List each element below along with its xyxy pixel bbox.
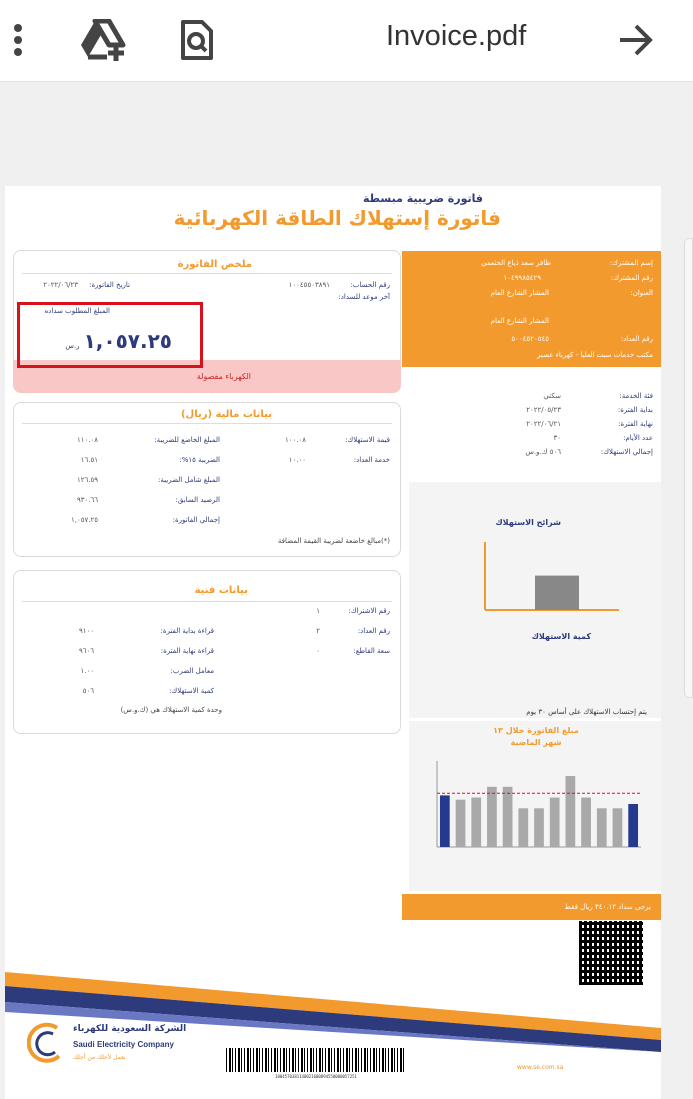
financial-value: ٩٣٠.٦٦ bbox=[76, 496, 98, 504]
company-name-ar: الشركة السعودية للكهرباء bbox=[73, 1024, 187, 1034]
tech-label: كمية الاستهلاك: bbox=[169, 687, 214, 695]
tech-note: وحدة كمية الاستهلاك هي (ك.و.س) bbox=[120, 706, 222, 714]
tech-value: ١ bbox=[316, 607, 320, 615]
financial-value: ١١٠.٠٨ bbox=[76, 436, 98, 444]
service-info bbox=[402, 386, 661, 476]
currency-label: ر.س bbox=[65, 342, 80, 350]
account-label: إسم المشترك: bbox=[609, 259, 653, 267]
financial-value: ١,٠٥٧.٢٥ bbox=[70, 516, 98, 524]
financial-note: (*)مبالغ خاضعة لضريبة القيمة المضافة bbox=[277, 537, 390, 545]
history-chart bbox=[409, 757, 661, 887]
service-label: إجمالي الاستهلاك: bbox=[600, 448, 653, 456]
history-bar bbox=[566, 776, 576, 847]
financial-title: بيانات مالية (ريال) bbox=[180, 409, 272, 420]
service-label: نهاية الفترة: bbox=[618, 420, 653, 428]
history-bar bbox=[534, 808, 544, 847]
financial-label: قيمة الاستهلاك: bbox=[345, 436, 390, 444]
search-document-icon[interactable] bbox=[178, 18, 216, 62]
financial-value: ١٠٠.٠٨ bbox=[284, 436, 306, 444]
summary-label: تاريخ الفاتورة: bbox=[89, 281, 130, 289]
account-info-panel bbox=[402, 251, 661, 367]
account-value: المشار الشارع العام bbox=[490, 317, 549, 325]
summary-label: رقم الحساب: bbox=[350, 281, 390, 289]
tech-value: ١.٠٠ bbox=[80, 667, 94, 675]
pdf-viewer-toolbar bbox=[0, 0, 693, 82]
history-bar bbox=[456, 800, 466, 847]
history-bar bbox=[628, 804, 638, 847]
financial-value: ١٦.٥١ bbox=[80, 456, 98, 464]
barcode-number: 1004570381140021600894550000057251 bbox=[275, 1074, 357, 1079]
tiers-title: شرائح الاستهلاك bbox=[495, 518, 561, 527]
more-vert-icon[interactable] bbox=[6, 20, 30, 60]
invoice-subtitle: فاتورة ضريبية مبسطة bbox=[363, 192, 483, 205]
history-bar bbox=[613, 808, 623, 847]
tech-label: رقم الاشتراك: bbox=[348, 607, 390, 615]
summary-title: ملخص الفاتورة bbox=[177, 259, 252, 270]
tech-label: معامل الضرب: bbox=[170, 667, 214, 675]
service-label: بداية الفترة: bbox=[617, 406, 653, 414]
history-bar bbox=[503, 787, 513, 847]
service-value: ٢٠٢٢/٠٥/٢٣ bbox=[526, 406, 561, 414]
invoice-title: فاتورة إستهلاك الطاقة الكهربائية bbox=[173, 206, 501, 230]
tiers-panel bbox=[409, 482, 661, 718]
barcode bbox=[226, 1048, 406, 1072]
amount-due-value: ١,٠٥٧.٢٥ bbox=[83, 329, 172, 353]
tech-label: سعة القاطع: bbox=[353, 647, 390, 655]
account-label: رقم المشترك: bbox=[610, 274, 653, 282]
tech-value: ٩١٠٠ bbox=[78, 627, 94, 635]
arrow-forward-icon[interactable] bbox=[616, 22, 656, 58]
amount-due-label: المبلغ المطلوب سداده bbox=[44, 307, 110, 315]
financial-label: خدمة العداد: bbox=[353, 456, 390, 464]
tech-label: قراءة نهاية الفترة: bbox=[160, 647, 214, 655]
local-office: مكتب خدمات سبت العليا - كهرباء عسير bbox=[536, 351, 653, 359]
summary-value: ١٠٠٤٥٥٠٣٨٩١ bbox=[288, 281, 330, 289]
summary-value: ٢٠٢٢/٠٦/٢٣ bbox=[43, 281, 78, 289]
history-bar bbox=[471, 798, 481, 847]
history-bar bbox=[518, 808, 528, 847]
account-value: ١٠٤٩٩٨٥٤٢٩ bbox=[503, 274, 541, 282]
tech-label: قراءة بداية الفترة: bbox=[160, 627, 214, 635]
service-label: فئة الخدمة: bbox=[619, 392, 653, 400]
tech-value: ٢ bbox=[316, 627, 320, 635]
financial-label: الضريبة ١٥%: bbox=[179, 456, 220, 464]
financial-label: إجمالي الفاتورة: bbox=[172, 516, 220, 524]
right-edge-scroll-indicator[interactable] bbox=[684, 238, 693, 698]
history-bar bbox=[550, 798, 560, 847]
account-value: المشار الشارع العام bbox=[490, 289, 549, 297]
account-value: ظافر سعد ذياع الحثعمي bbox=[481, 259, 551, 267]
financial-label: المبلغ الخاضع للضريبة: bbox=[154, 436, 220, 444]
status-text: الكهرباء مفصولة bbox=[196, 372, 251, 381]
history-panel bbox=[409, 721, 661, 891]
history-bar bbox=[597, 808, 607, 847]
sec-logo-icon bbox=[27, 1022, 69, 1064]
account-value: ٥٠٠٤٥٢٠٥٤٥ bbox=[511, 335, 549, 343]
summary-label: آخر موعد للسداد: bbox=[338, 293, 390, 301]
drive-add-icon[interactable] bbox=[78, 18, 128, 62]
tiers-note: يتم إحتساب الاستهلاك على أساس ٣٠ يوم bbox=[526, 708, 647, 716]
history-bar bbox=[581, 798, 591, 847]
financial-value: ١٠.٠٠ bbox=[288, 456, 306, 464]
service-value: ٣٠ bbox=[553, 434, 561, 442]
account-label: رقم العداد: bbox=[620, 335, 653, 343]
service-value: ٥٠٦ ك.و.س bbox=[525, 448, 561, 456]
tiers-bar bbox=[535, 576, 579, 610]
service-label: عدد الأيام: bbox=[623, 434, 653, 442]
tech-value: ٥٠٦ bbox=[82, 687, 94, 695]
service-value: سكني bbox=[543, 392, 561, 400]
tech-box bbox=[13, 570, 401, 734]
tiers-subtitle: كمية الاستهلاك bbox=[531, 632, 591, 641]
history-bar bbox=[440, 795, 450, 847]
financial-value: ١٢٦.٥٩ bbox=[76, 476, 98, 484]
amount-due-highlight bbox=[17, 302, 203, 368]
tech-value: ٩٦٠٦ bbox=[78, 647, 94, 655]
financial-box bbox=[13, 402, 401, 557]
financial-label: الرصيد السابق: bbox=[175, 496, 220, 504]
tech-title: بيانات فنية bbox=[194, 585, 248, 596]
history-title: مبلغ الفاتورة خلال ١٣ شهر الماضية bbox=[493, 726, 579, 747]
history-bar bbox=[487, 787, 497, 847]
tech-label: رقم العداد: bbox=[357, 627, 390, 635]
tech-value: ٠ bbox=[316, 647, 320, 655]
company-name-en: Saudi Electricity Company bbox=[73, 1040, 174, 1049]
document-title: Invoice.pdf bbox=[386, 20, 527, 52]
payment-banner bbox=[402, 894, 661, 920]
payment-banner-text: يرجى سداد ٣٤٠.١٢ ريال فقط bbox=[564, 903, 651, 911]
company-tagline: نعمل لأجلك من أجلك bbox=[73, 1054, 126, 1061]
company-logo bbox=[27, 1022, 207, 1082]
tiers-chart bbox=[409, 532, 661, 702]
account-label: العنوان: bbox=[630, 289, 653, 297]
service-value: ٢٠٢٢/٠٦/٢١ bbox=[526, 420, 561, 428]
financial-label: المبلغ شامل الضريبة: bbox=[158, 476, 220, 484]
website: www.se.com.sa bbox=[517, 1064, 564, 1071]
